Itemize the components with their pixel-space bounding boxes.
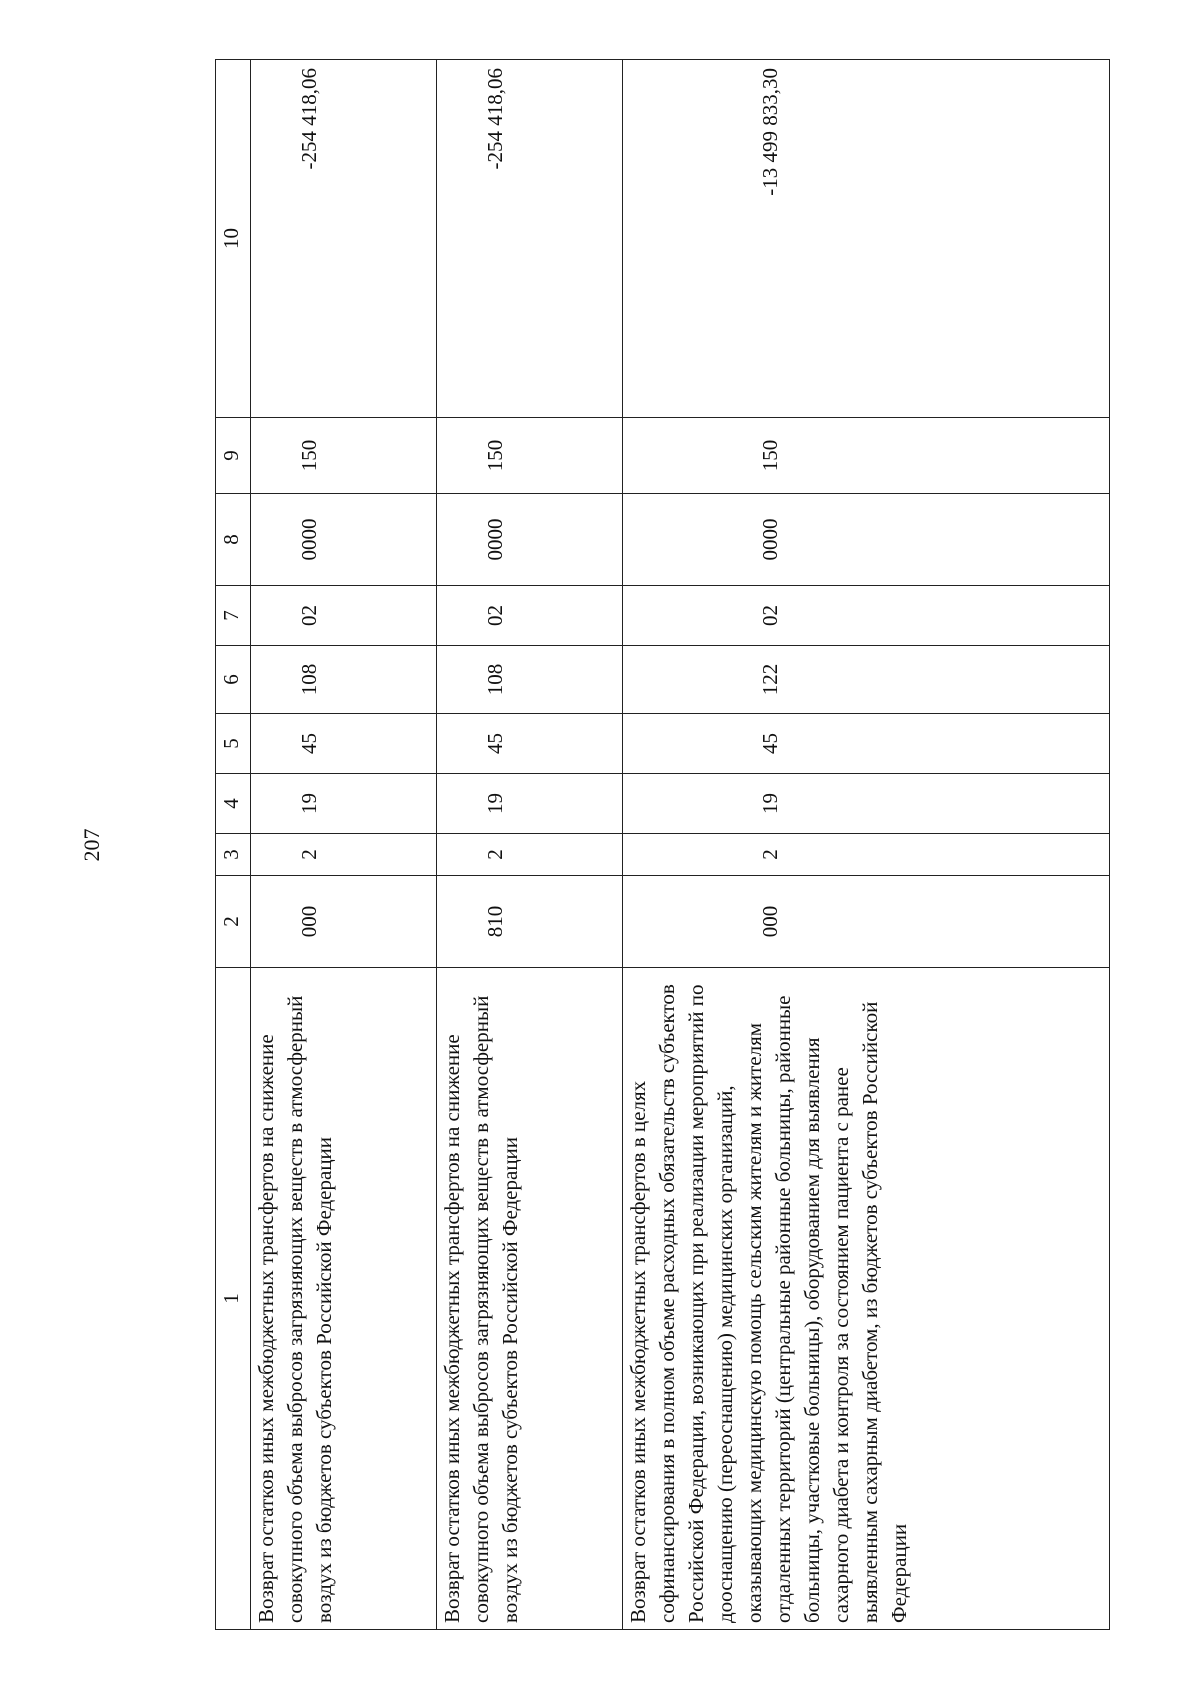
code-cell: 0000: [437, 494, 623, 586]
code-cell: 45: [251, 714, 437, 774]
column-header: 8: [216, 494, 251, 586]
header-row: [216, 60, 251, 1630]
code-cell: 0000: [251, 494, 437, 586]
code-cell: 45: [623, 714, 1110, 774]
table-row: [251, 60, 437, 1630]
code-cell: 000: [251, 876, 437, 968]
table-row: [623, 60, 1110, 1630]
row-name-cell: Возврат остатков иных межбюджетных трансфертов на снижение совокупного объема выбросов загрязняющих веществ в атмосферный воздух из бюджетов субъектов Российской Федерации: [437, 968, 623, 1630]
code-cell: 19: [623, 774, 1110, 834]
code-cell: 150: [623, 418, 1110, 494]
code-cell: 19: [437, 774, 623, 834]
code-cell: 45: [437, 714, 623, 774]
column-header: 7: [216, 586, 251, 646]
code-cell: 02: [251, 586, 437, 646]
column-header: 9: [216, 418, 251, 494]
code-cell: 02: [437, 586, 623, 646]
column-header: 1: [216, 968, 251, 1630]
code-cell: 108: [251, 646, 437, 714]
row-name-cell: Возврат остатков иных межбюджетных трансфертов в целях софинансирования в полном объеме расходных обязательств субъектов Российской Федерации, возникающих при реализации мероприятий по дооснащению (переоснащению) медицинских организаций, оказывающих медицинскую помощь сельским жителям и жителям отдаленных территорий (центральные районные больницы, районные больницы, участковые больницы), оборудованием для выявления сахарного диабета и контроля за состоянием пациента с ранее выявленным сахарным диабетом, из бюджетов субъектов Российской Федерации: [623, 968, 1110, 1630]
code-cell: 810: [437, 876, 623, 968]
column-header: 5: [216, 714, 251, 774]
code-cell: 000: [623, 876, 1110, 968]
column-header: 10: [216, 60, 251, 418]
code-cell: 150: [251, 418, 437, 494]
code-cell: 122: [623, 646, 1110, 714]
amount-cell: -254 418,06: [437, 60, 623, 418]
code-cell: 108: [437, 646, 623, 714]
code-cell: 02: [623, 586, 1110, 646]
rotated-table-container: [215, 60, 985, 1630]
column-header: 2: [216, 876, 251, 968]
table-row: [437, 60, 623, 1630]
column-header: 3: [216, 834, 251, 876]
amount-cell: -13 499 833,30: [623, 60, 1110, 418]
code-cell: 2: [251, 834, 437, 876]
amount-cell: -254 418,06: [251, 60, 437, 418]
column-header: 6: [216, 646, 251, 714]
row-name-cell: Возврат остатков иных межбюджетных трансфертов на снижение совокупного объема выбросов загрязняющих веществ в атмосферный воздух из бюджетов субъектов Российской Федерации: [251, 968, 437, 1630]
code-cell: 150: [437, 418, 623, 494]
code-cell: 0000: [623, 494, 1110, 586]
code-cell: 19: [251, 774, 437, 834]
column-header: 4: [216, 774, 251, 834]
budget-table: [215, 59, 1110, 1630]
code-cell: 2: [437, 834, 623, 876]
code-cell: 2: [623, 834, 1110, 876]
page-number: 207: [79, 828, 104, 862]
